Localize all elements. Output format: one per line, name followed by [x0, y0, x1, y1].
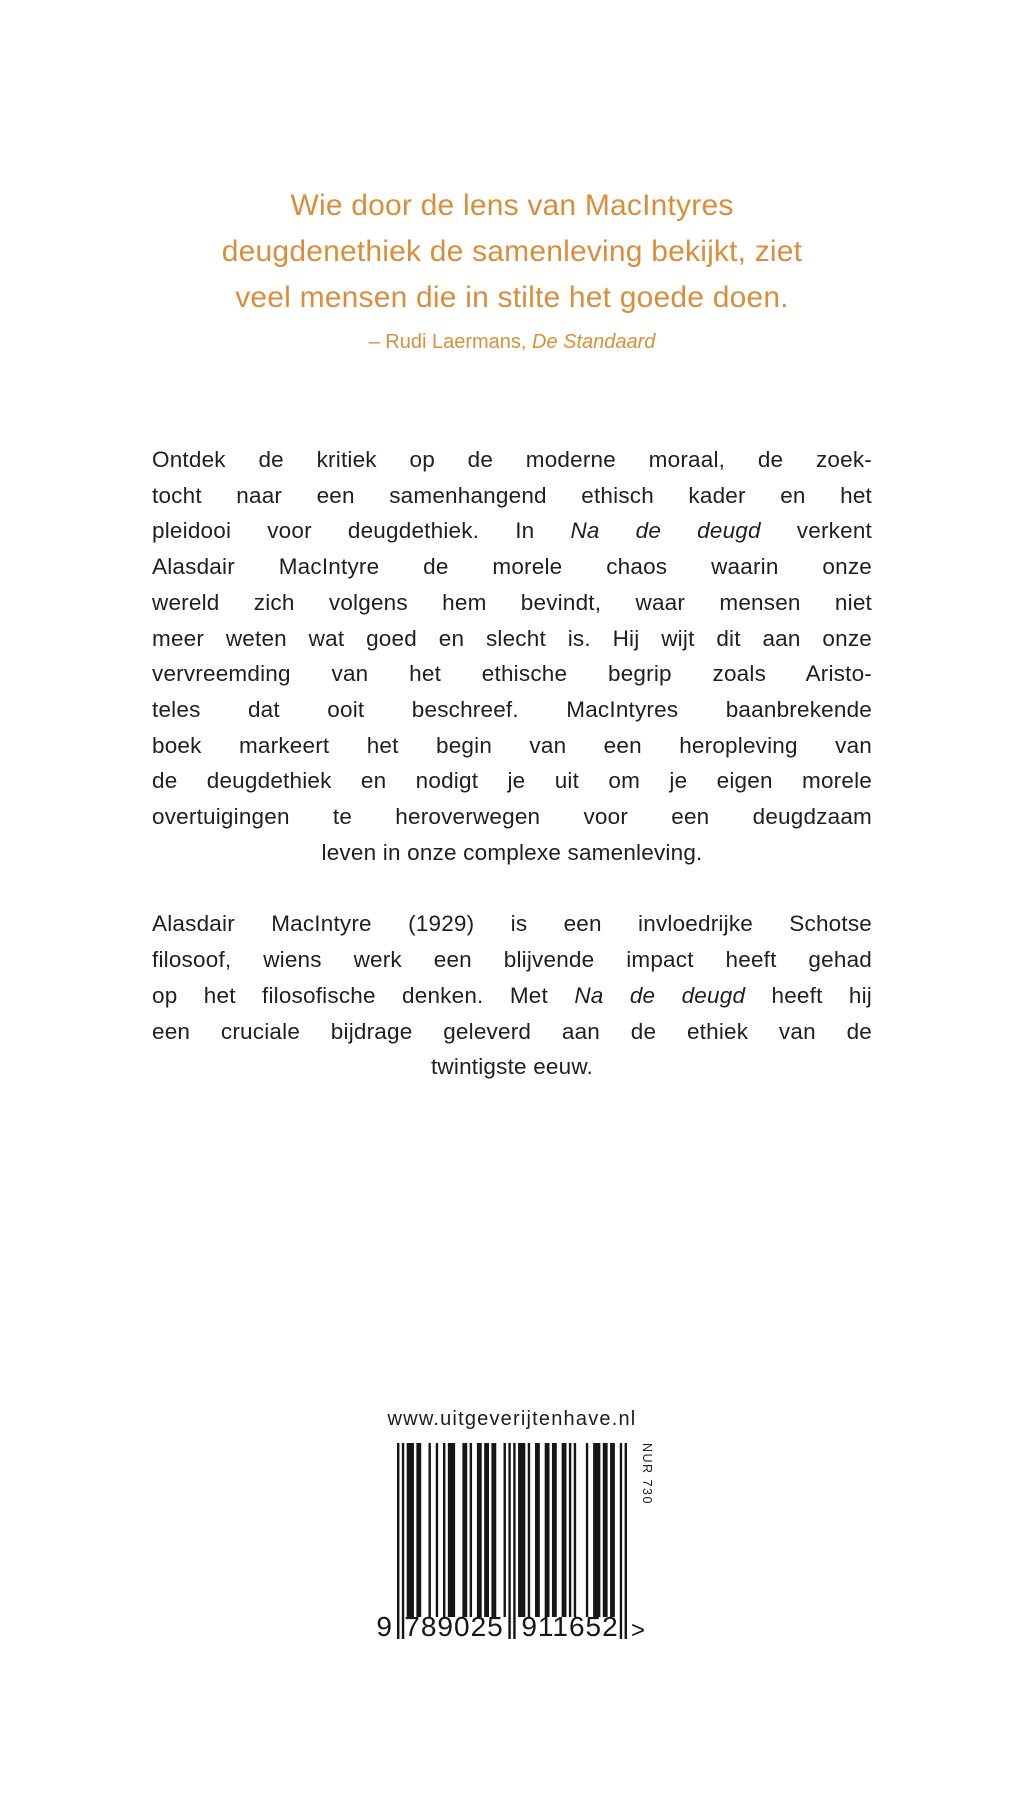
- review-quote-text: [0, 183, 1024, 321]
- text-line: Alasdair MacIntyre de morele chaos waarin onze: [152, 554, 872, 580]
- text-line: pleidooi voor deugdethiek. In Na de deugd verkent: [152, 518, 872, 544]
- quote-attribution: [0, 328, 1024, 356]
- attribution-name: – Rudi Laermans,: [368, 331, 532, 353]
- author-bio: [152, 906, 872, 1085]
- text-line: wereld zich volgens hem bevindt, waar mensen niet: [152, 589, 872, 615]
- text-line: teles dat ooit beschreef. MacIntyres baanbrekende: [152, 696, 872, 722]
- text-line: Wie door de lens van MacIntyres: [290, 189, 734, 222]
- review-quote: [0, 0, 1024, 356]
- text-line: vervreemding van het ethische begrip zoals Aristo-: [152, 661, 872, 687]
- text-line: meer weten wat goed en slecht is. Hij wijt dit aan onze: [152, 625, 872, 651]
- ean-first-digit: 9: [376, 1610, 393, 1642]
- text-line: de deugdethiek en nodigt je uit om je eigen morele: [152, 768, 872, 794]
- text-line: op het filosofische denken. Met Na de deugd heeft hij: [152, 982, 872, 1008]
- text-line: deugdenethiek de samenleving bekijkt, ziet: [221, 235, 803, 268]
- text-line: Ontdek de kritiek op de moderne moraal, de zoek-: [152, 447, 872, 472]
- ean-right-group: 911652: [521, 1610, 619, 1642]
- text-line: twintigste eeuw.: [430, 1054, 594, 1080]
- text-line: veel mensen die in stilte het goede doen.: [235, 281, 789, 314]
- text-line: leven in onze complexe samenleving.: [321, 839, 703, 865]
- text-line: Alasdair MacIntyre (1929) is een invloedrijke Schotse: [152, 911, 872, 937]
- publisher-website: www.uitgeverijtenhave.nl: [387, 1407, 637, 1430]
- text-line: boek markeert het begin van een heropleving van: [152, 732, 872, 758]
- ean-left-group: 789025: [404, 1610, 504, 1642]
- ean-quiet-zone-arrow: >: [631, 1616, 646, 1644]
- text-line: overtuigingen te heroverwegen voor een deugdzaam: [152, 804, 872, 830]
- text-line: filosoof, wiens werk een blijvende impact heeft gehad: [152, 947, 872, 973]
- book-description: [152, 442, 872, 870]
- text-line: tocht naar een samenhangend ethisch kader en het: [152, 482, 872, 508]
- text-line: een cruciale bijdrage geleverd aan de ethiek van de: [152, 1018, 872, 1044]
- isbn-barcode: [376, 1442, 654, 1648]
- attribution-source: De Standaard: [532, 331, 656, 353]
- nur-code: NUR 730: [640, 1442, 654, 1505]
